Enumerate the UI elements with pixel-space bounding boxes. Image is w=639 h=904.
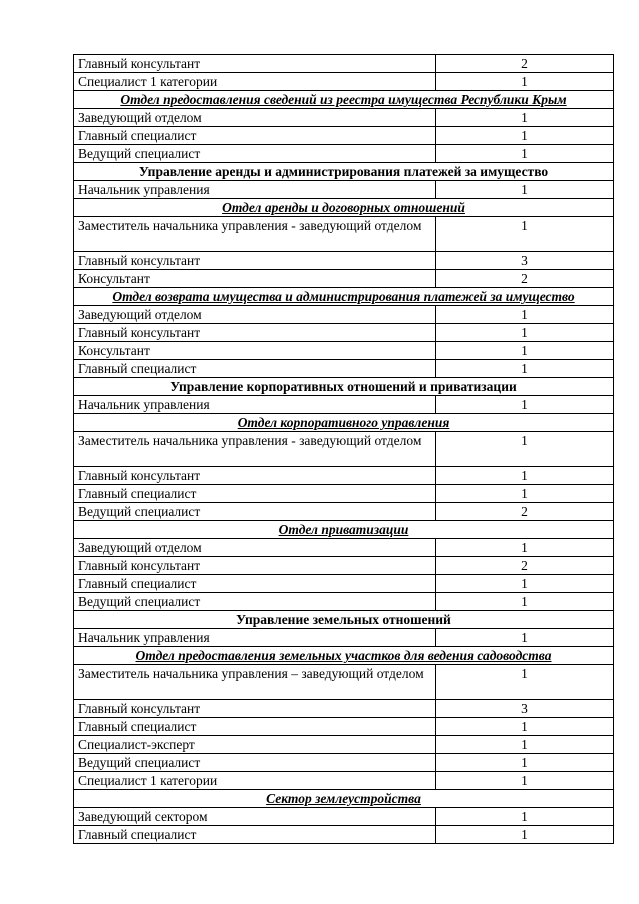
position-count: 1 bbox=[436, 754, 614, 772]
department-title: Отдел аренды и договорных отношений bbox=[74, 199, 614, 217]
department-title: Отдел возврата имущества и администрирования платежей за имущество bbox=[74, 288, 614, 306]
position-count: 1 bbox=[436, 808, 614, 826]
position-name: Ведущий специалист bbox=[74, 593, 436, 611]
position-row bbox=[74, 306, 614, 324]
position-row bbox=[74, 665, 614, 700]
position-count: 1 bbox=[436, 772, 614, 790]
position-count: 1 bbox=[436, 109, 614, 127]
staffing-table-body bbox=[74, 55, 614, 844]
position-name: Заместитель начальника управления - заведующий отделом bbox=[74, 432, 436, 467]
department-title: Отдел приватизации bbox=[74, 521, 614, 539]
position-name: Главный специалист bbox=[74, 575, 436, 593]
directorate-header-row bbox=[74, 163, 614, 181]
position-count: 3 bbox=[436, 700, 614, 718]
position-row bbox=[74, 127, 614, 145]
position-name: Специалист-эксперт bbox=[74, 736, 436, 754]
position-count: 1 bbox=[436, 217, 614, 252]
position-name: Главный специалист bbox=[74, 127, 436, 145]
position-name: Главный специалист bbox=[74, 826, 436, 844]
department-header-row bbox=[74, 288, 614, 306]
department-header-row bbox=[74, 199, 614, 217]
directorate-title: Управление аренды и администрирования платежей за имущество bbox=[74, 163, 614, 181]
position-row bbox=[74, 217, 614, 252]
position-count: 1 bbox=[436, 360, 614, 378]
position-name: Главный консультант bbox=[74, 467, 436, 485]
position-count: 1 bbox=[436, 826, 614, 844]
position-row bbox=[74, 432, 614, 467]
position-name: Главный консультант bbox=[74, 252, 436, 270]
position-name: Заведующий сектором bbox=[74, 808, 436, 826]
position-name: Начальник управления bbox=[74, 396, 436, 414]
position-row bbox=[74, 73, 614, 91]
position-name: Консультант bbox=[74, 270, 436, 288]
position-count: 1 bbox=[436, 432, 614, 467]
position-row bbox=[74, 826, 614, 844]
position-count: 1 bbox=[436, 467, 614, 485]
position-count: 1 bbox=[436, 181, 614, 199]
position-row bbox=[74, 324, 614, 342]
position-name: Начальник управления bbox=[74, 629, 436, 647]
position-name: Консультант bbox=[74, 342, 436, 360]
position-name: Специалист 1 категории bbox=[74, 772, 436, 790]
position-row bbox=[74, 485, 614, 503]
position-row bbox=[74, 503, 614, 521]
position-row bbox=[74, 252, 614, 270]
position-name: Главный консультант bbox=[74, 55, 436, 73]
department-header-row bbox=[74, 414, 614, 432]
position-row bbox=[74, 718, 614, 736]
position-name: Заведующий отделом bbox=[74, 109, 436, 127]
position-row bbox=[74, 593, 614, 611]
position-name: Главный консультант bbox=[74, 700, 436, 718]
position-name: Главный консультант bbox=[74, 557, 436, 575]
position-row bbox=[74, 557, 614, 575]
position-row bbox=[74, 772, 614, 790]
position-count: 1 bbox=[436, 145, 614, 163]
position-row bbox=[74, 270, 614, 288]
position-name: Специалист 1 категории bbox=[74, 73, 436, 91]
position-row bbox=[74, 467, 614, 485]
department-header-row bbox=[74, 647, 614, 665]
department-title: Сектор землеустройства bbox=[74, 790, 614, 808]
position-row bbox=[74, 109, 614, 127]
position-count: 1 bbox=[436, 127, 614, 145]
position-count: 1 bbox=[436, 718, 614, 736]
position-row bbox=[74, 145, 614, 163]
department-header-row bbox=[74, 521, 614, 539]
position-count: 1 bbox=[436, 539, 614, 557]
position-name: Ведущий специалист bbox=[74, 145, 436, 163]
position-name: Главный консультант bbox=[74, 324, 436, 342]
position-row bbox=[74, 55, 614, 73]
position-count: 2 bbox=[436, 557, 614, 575]
position-row bbox=[74, 342, 614, 360]
position-row bbox=[74, 575, 614, 593]
position-name: Главный специалист bbox=[74, 718, 436, 736]
position-name: Заместитель начальника управления - заведующий отделом bbox=[74, 217, 436, 252]
position-count: 1 bbox=[436, 593, 614, 611]
position-row bbox=[74, 539, 614, 557]
department-header-row bbox=[74, 91, 614, 109]
position-count: 2 bbox=[436, 55, 614, 73]
position-row bbox=[74, 396, 614, 414]
position-row bbox=[74, 754, 614, 772]
position-name: Заведующий отделом bbox=[74, 539, 436, 557]
position-row bbox=[74, 629, 614, 647]
position-count: 1 bbox=[436, 736, 614, 754]
staffing-table bbox=[73, 54, 614, 844]
position-count: 1 bbox=[436, 324, 614, 342]
position-row bbox=[74, 181, 614, 199]
position-count: 1 bbox=[436, 485, 614, 503]
position-name: Начальник управления bbox=[74, 181, 436, 199]
position-count: 1 bbox=[436, 665, 614, 700]
directorate-header-row bbox=[74, 378, 614, 396]
department-title: Отдел предоставления сведений из реестра имущества Республики Крым bbox=[74, 91, 614, 109]
department-title: Отдел корпоративного управления bbox=[74, 414, 614, 432]
position-name: Заместитель начальника управления – заведующий отделом bbox=[74, 665, 436, 700]
directorate-title: Управление земельных отношений bbox=[74, 611, 614, 629]
position-name: Главный специалист bbox=[74, 485, 436, 503]
position-count: 1 bbox=[436, 306, 614, 324]
position-count: 2 bbox=[436, 503, 614, 521]
position-name: Ведущий специалист bbox=[74, 754, 436, 772]
position-name: Главный специалист bbox=[74, 360, 436, 378]
position-row bbox=[74, 736, 614, 754]
position-name: Заведующий отделом bbox=[74, 306, 436, 324]
position-name: Ведущий специалист bbox=[74, 503, 436, 521]
position-row bbox=[74, 808, 614, 826]
position-row bbox=[74, 700, 614, 718]
directorate-header-row bbox=[74, 611, 614, 629]
position-count: 1 bbox=[436, 396, 614, 414]
position-count: 1 bbox=[436, 73, 614, 91]
department-header-row bbox=[74, 790, 614, 808]
directorate-title: Управление корпоративных отношений и приватизации bbox=[74, 378, 614, 396]
position-count: 1 bbox=[436, 629, 614, 647]
department-title: Отдел предоставления земельных участков для ведения садоводства bbox=[74, 647, 614, 665]
position-row bbox=[74, 360, 614, 378]
position-count: 1 bbox=[436, 342, 614, 360]
position-count: 1 bbox=[436, 575, 614, 593]
position-count: 2 bbox=[436, 270, 614, 288]
position-count: 3 bbox=[436, 252, 614, 270]
